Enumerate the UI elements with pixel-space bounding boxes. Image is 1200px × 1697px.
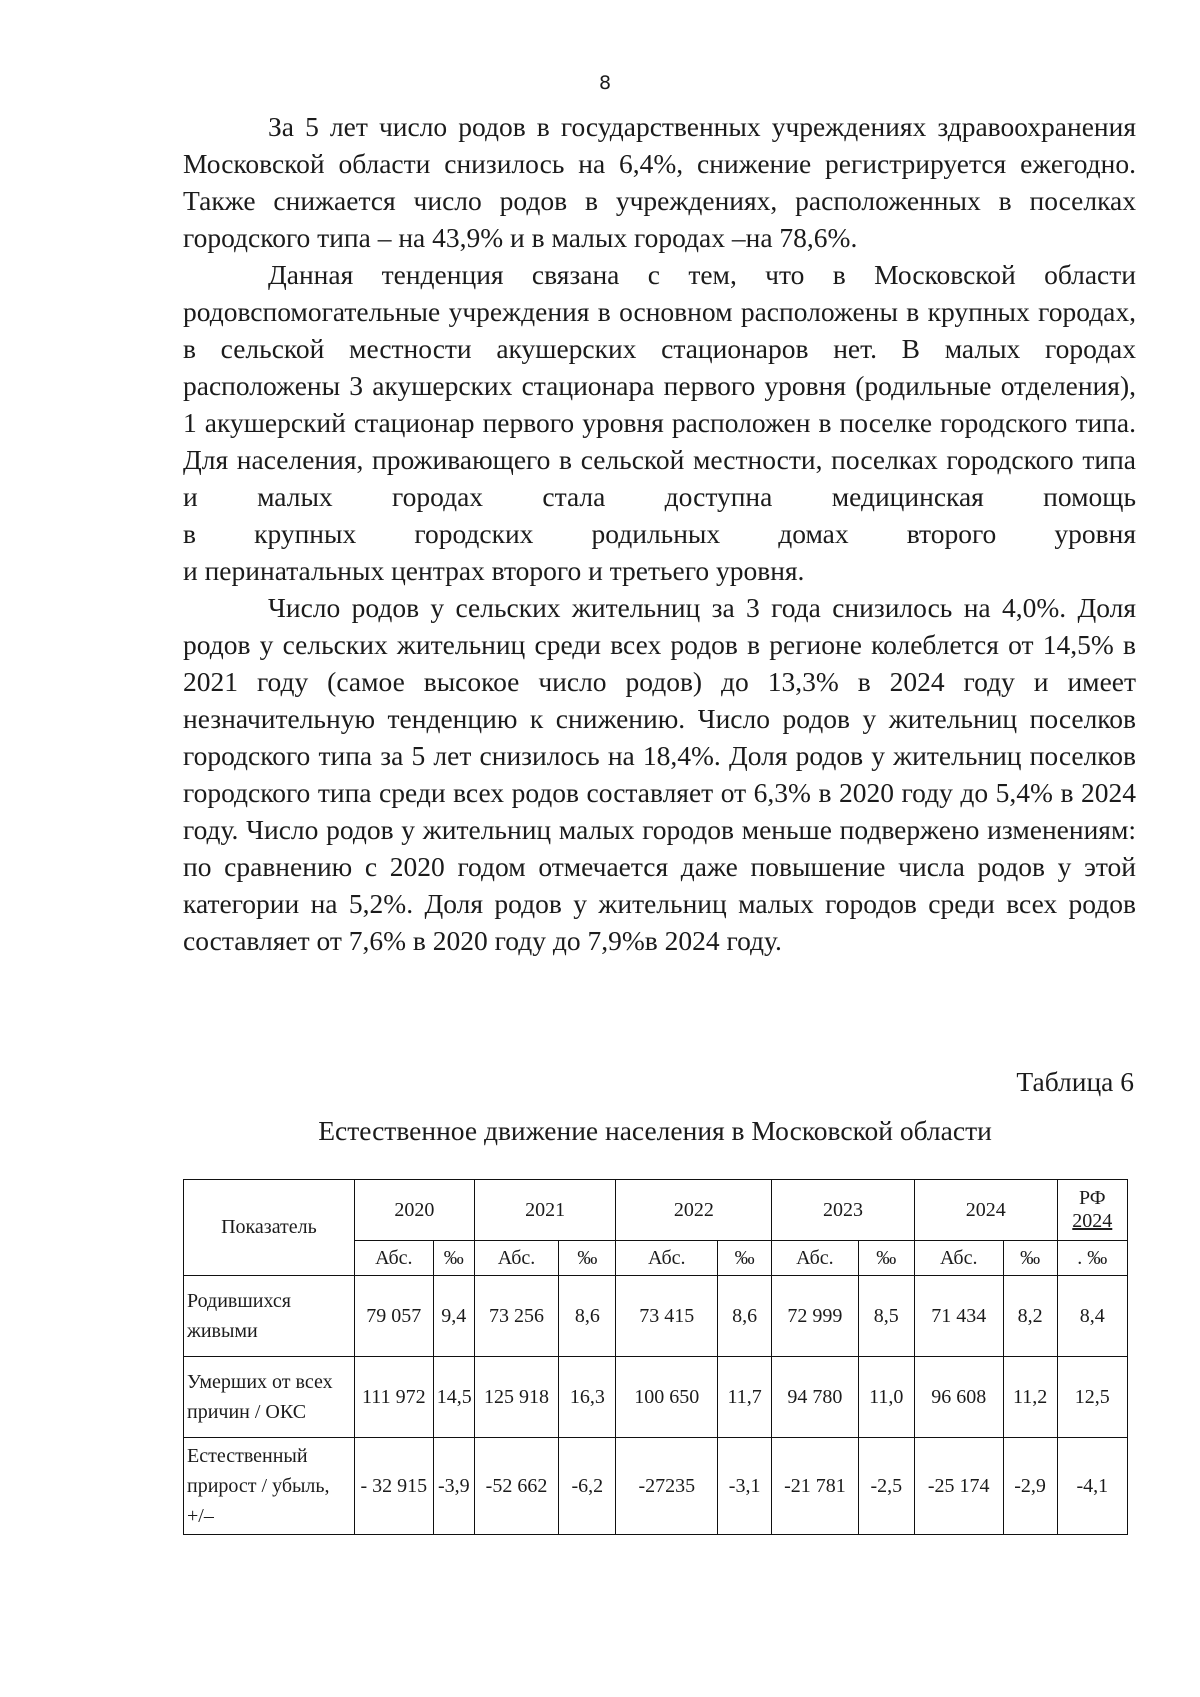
header-year-2023: 2023 <box>772 1180 915 1241</box>
table-cell: 125 918 <box>474 1357 558 1438</box>
table-cell: 8,6 <box>718 1276 772 1357</box>
table-number-label: Таблица 6 <box>1016 1066 1134 1097</box>
subheader-abs: Абс. <box>354 1241 433 1276</box>
subheader-permille: ‰ <box>858 1241 914 1276</box>
subheader-abs: Абс. <box>616 1241 718 1276</box>
table-cell: 11,7 <box>718 1357 772 1438</box>
table-cell: -3,1 <box>718 1438 772 1535</box>
table-row-natural-change <box>184 1438 1128 1535</box>
table-cell: -25 174 <box>914 1438 1003 1535</box>
header-indicator: Показатель <box>184 1180 355 1276</box>
table-row-deaths <box>184 1357 1128 1438</box>
table-header-row <box>184 1180 1128 1241</box>
table-cell: 14,5 <box>433 1357 474 1438</box>
header-year-2022: 2022 <box>616 1180 772 1241</box>
table-cell-rf: 8,4 <box>1057 1276 1127 1357</box>
table-row-born-alive <box>184 1276 1128 1357</box>
table-cell-rf: -4,1 <box>1057 1438 1127 1535</box>
table-cell: -6,2 <box>559 1438 616 1535</box>
table-cell: 100 650 <box>616 1357 718 1438</box>
table-cell: 73 256 <box>474 1276 558 1357</box>
subheader-permille: ‰ <box>718 1241 772 1276</box>
header-year-2021: 2021 <box>474 1180 616 1241</box>
table-title: Естественное движение населения в Московской области <box>318 1115 992 1146</box>
table-cell: 94 780 <box>772 1357 859 1438</box>
paragraph-births-decline: За 5 лет число родов в государственных учреждениях здравоохранения Московской области снизилось на 6,4%, снижение регистрируется ежегодно. Также снижается число родов в учреждениях, расположенных в поселках городского типа – на 43,9% и в малых городах –на 78,6%. <box>183 111 1136 253</box>
table-cell-rf: 12,5 <box>1057 1357 1127 1438</box>
header-year-2024: 2024 <box>914 1180 1057 1241</box>
row-label: Естественный прирост / убыль, +/– <box>184 1438 355 1535</box>
table-cell: 9,4 <box>433 1276 474 1357</box>
header-rf-label: РФ <box>1079 1187 1106 1209</box>
table-cell: 73 415 <box>616 1276 718 1357</box>
table-cell: 96 608 <box>914 1357 1003 1438</box>
subheader-rf-permille: . ‰ <box>1057 1241 1127 1276</box>
paragraph-large-maternity-homes: в крупных городских родильных домах второго уровня <box>183 518 1136 549</box>
header-year-2020: 2020 <box>354 1180 474 1241</box>
row-label: Родившихся живыми <box>184 1276 355 1357</box>
population-movement-table <box>183 1179 1128 1535</box>
table-cell: -2,5 <box>858 1438 914 1535</box>
table-cell: -2,9 <box>1003 1438 1057 1535</box>
table-cell: -27235 <box>616 1438 718 1535</box>
paragraph-trend-reason: Данная тенденция связана с тем, что в Московской области родовспомогательные учреждения в основном расположены в крупных городах, в сельской местности акушерских стационаров нет. В малых городах расположены 3 акушерских стационара первого уровня (родильные отделения), 1 акушерский стационар первого уровня расположен в поселке городского типа. Для населения, проживающего в сельской местности, поселках городского типа и малых городах стала доступна медицинская помощь <box>183 259 1136 512</box>
paragraph-perinatal-centers: и перинатальных центрах второго и третьего уровня. <box>183 555 805 586</box>
table-cell: 16,3 <box>559 1357 616 1438</box>
paragraph-rural-births: Число родов у сельских жительниц за 3 года снизилось на 4,0%. Доля родов у сельских жительниц среди всех родов в регионе колеблется от 14,5% в 2021 году (самое высокое число родов) до 13,3% в 2024 году и имеет незначительную тенденцию к снижению. Число родов у жительниц поселков городского типа за 5 лет снизилось на 18,4%. Доля родов у жительниц поселков городского типа среди всех родов составляет от 6,3% в 2020 году до 5,4% в 2024 году. Число родов у жительниц малых городов меньше подвержено изменениям: по сравнению с 2020 годом отмечается даже повышение числа родов у этой категории на 5,2%. Доля родов у жительниц малых городов среди всех родов составляет от 7,6% в 2020 году до 7,9%в 2024 году. <box>183 592 1136 956</box>
row-label: Умерших от всех причин / ОКС <box>184 1357 355 1438</box>
table-cell: -21 781 <box>772 1438 859 1535</box>
header-rf <box>1057 1180 1127 1241</box>
subheader-abs: Абс. <box>914 1241 1003 1276</box>
subheader-permille: ‰ <box>433 1241 474 1276</box>
table-cell: 111 972 <box>354 1357 433 1438</box>
table-cell: 8,2 <box>1003 1276 1057 1357</box>
table-cell: -52 662 <box>474 1438 558 1535</box>
subheader-permille: ‰ <box>1003 1241 1057 1276</box>
table-cell: 8,5 <box>858 1276 914 1357</box>
table-cell: 8,6 <box>559 1276 616 1357</box>
table-cell: 72 999 <box>772 1276 859 1357</box>
page-number: 8 <box>598 72 612 94</box>
table-cell: 79 057 <box>354 1276 433 1357</box>
subheader-abs: Абс. <box>474 1241 558 1276</box>
header-rf-year: 2024 <box>1072 1210 1113 1232</box>
table-cell: 11,2 <box>1003 1357 1057 1438</box>
table-cell: -3,9 <box>433 1438 474 1535</box>
subheader-permille: ‰ <box>559 1241 616 1276</box>
document-body <box>183 108 1136 959</box>
table-cell: 11,0 <box>858 1357 914 1438</box>
table-cell: 71 434 <box>914 1276 1003 1357</box>
subheader-abs: Абс. <box>772 1241 859 1276</box>
table-cell: - 32 915 <box>354 1438 433 1535</box>
